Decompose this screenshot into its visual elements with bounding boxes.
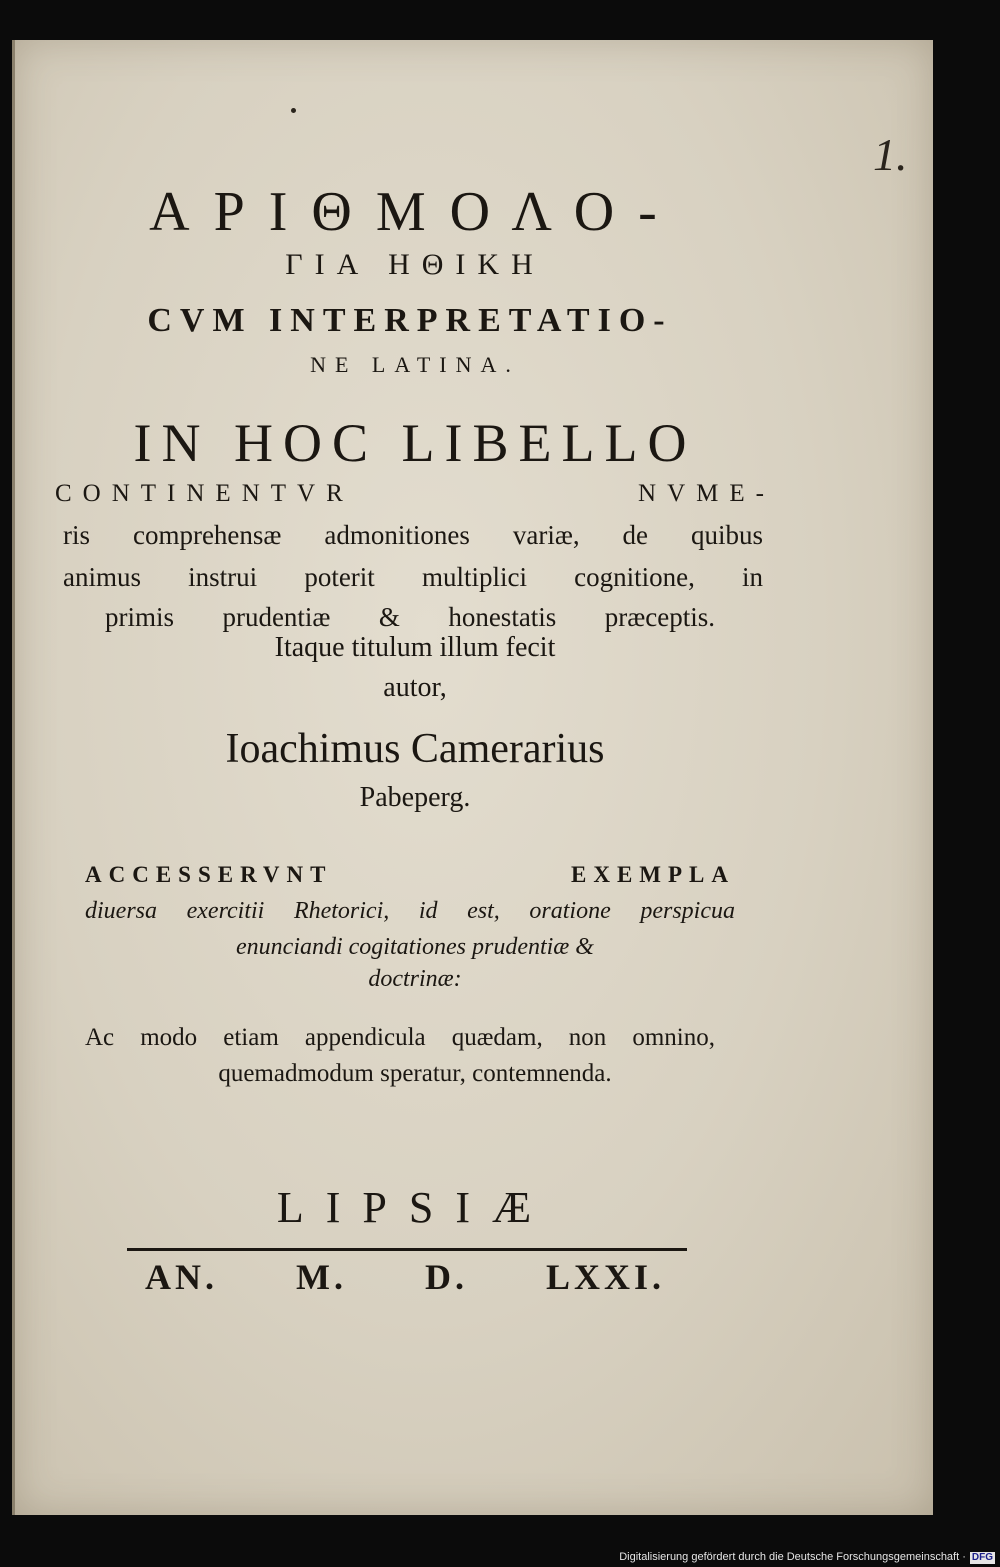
autor-line: autor, <box>383 672 447 703</box>
greek-title: ΑΡΙΘΜΟΛΟ- <box>149 181 681 243</box>
latina-line: NE LATINA. <box>310 352 520 377</box>
dfg-logo: DFG <box>971 1552 993 1563</box>
in-hoc-libello-heading: IN HOC LIBELLO <box>133 413 697 473</box>
interpretation-line: CVM INTERPRETATIO- <box>147 302 673 339</box>
funding-text: Digitalisierung gefördert durch die Deutsche Forschungsgemeinschaft · <box>619 1551 966 1563</box>
description-line-2: animus instrui poterit multiplici cognitione, in <box>63 562 763 592</box>
handwritten-page-number: 1. <box>873 129 908 180</box>
imprint-year: AN. M. D. LXXI. <box>145 1257 665 1297</box>
imprint-rule <box>127 1248 687 1251</box>
continentur-line: CONTINENTVR NVME- <box>55 480 775 507</box>
ink-dot <box>291 108 296 113</box>
exempla-line-1: diuersa exercitii Rhetorici, id est, oratione perspicua <box>85 898 735 924</box>
author-name: Ioachimus Camerarius <box>225 726 605 772</box>
exempla-line-2: enunciandi cogitationes prudentiæ & <box>236 934 594 960</box>
accesserunt-heading: ACCESSERVNT EXEMPLA <box>85 862 735 887</box>
appendix-line-2: quemadmodum speratur, contemnenda. <box>218 1060 612 1087</box>
exempla-line-3: doctrinæ: <box>368 966 462 992</box>
description-line-1: ris comprehensæ admonitiones variæ, de quibus <box>63 520 763 550</box>
description-line-3: primis prudentiæ & honestatis præceptis. <box>105 602 715 632</box>
author-origin: Pabeperg. <box>359 782 471 813</box>
itaque-line: Itaque titulum illum fecit <box>274 632 556 663</box>
greek-subtitle: ΓΙΑ ΗΘΙΚΗ <box>285 248 545 281</box>
imprint-place: LIPSIÆ <box>276 1183 554 1232</box>
title-page <box>12 40 933 1515</box>
funding-footer <box>600 1551 995 1565</box>
appendix-line-1: Ac modo etiam appendicula quædam, non omnino, <box>85 1024 715 1051</box>
